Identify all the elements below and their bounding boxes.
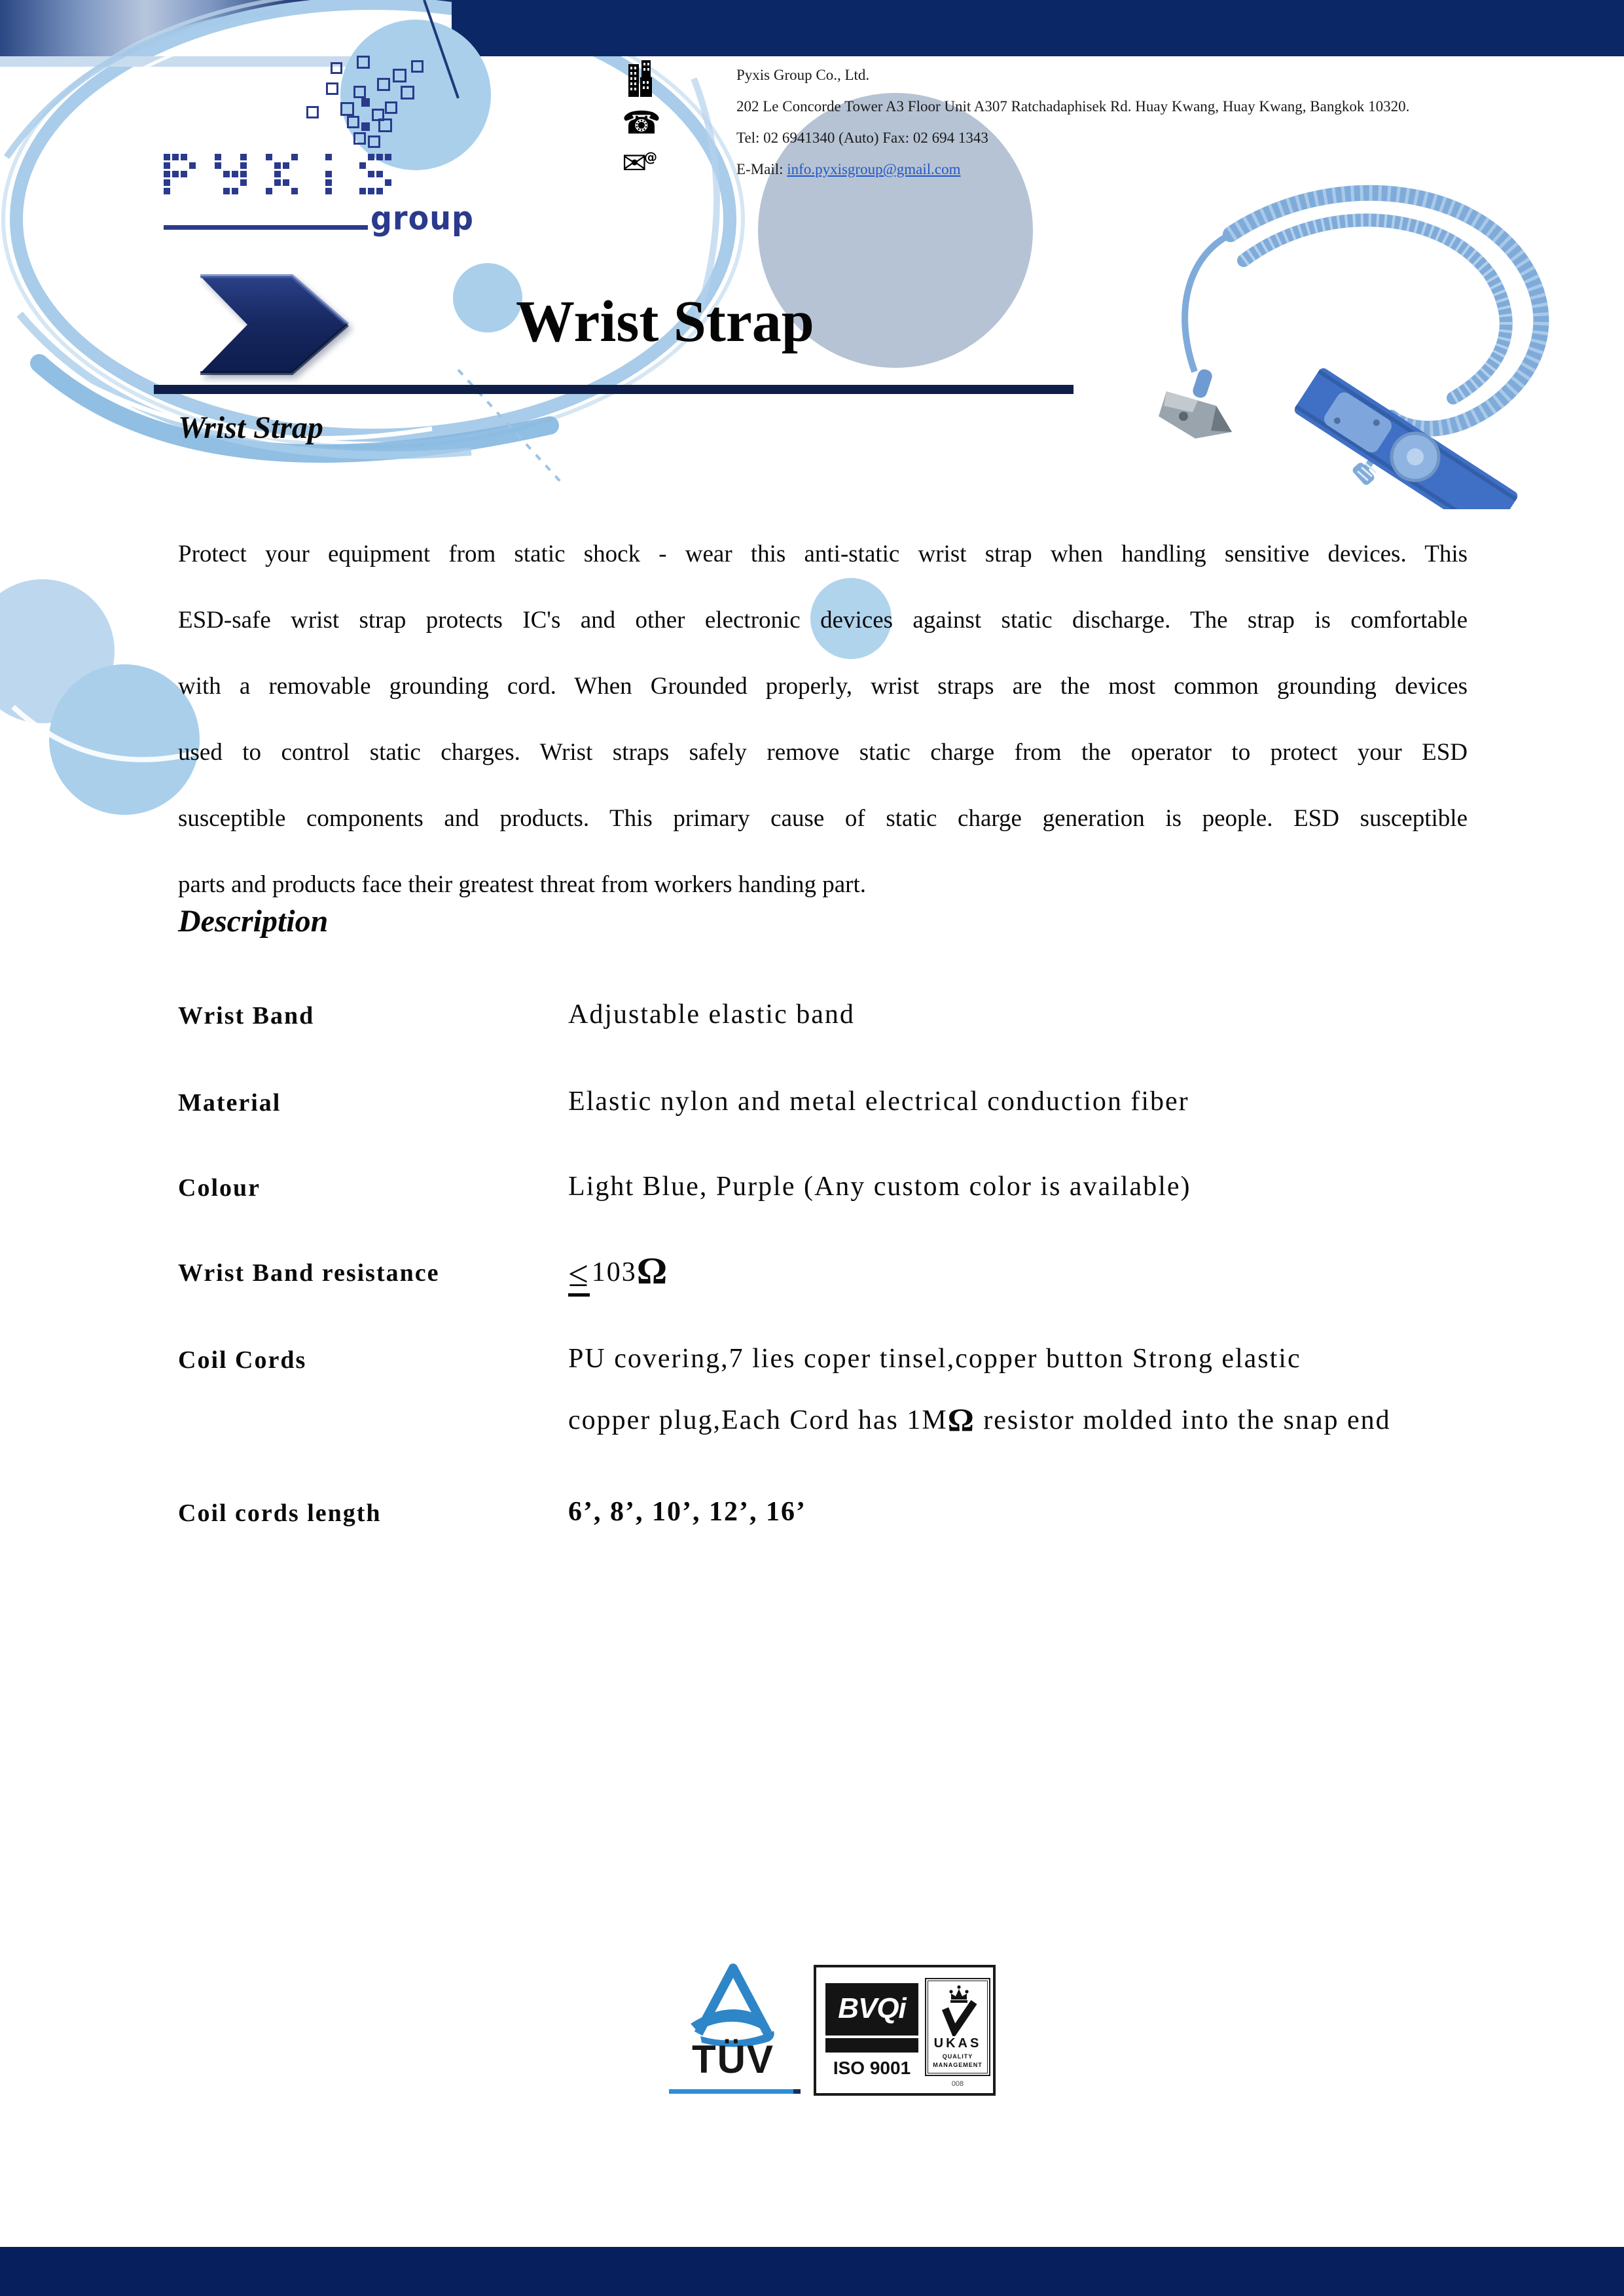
intro-heading: Wrist Strap (178, 410, 323, 445)
spec-value-coil-cords-2: copper plug,Each Cord has 1MΩ resistor molded into the snap end (568, 1401, 1391, 1438)
chevron-arrow (194, 271, 351, 377)
intro-paragraph (178, 521, 1468, 918)
alligator-clip (1159, 368, 1232, 439)
spec-value-colour: Light Blue, Purple (Any custom color is available) (568, 1172, 1191, 1202)
logo-underline (164, 225, 368, 230)
at-sign-icon: @ (644, 149, 657, 165)
email-link[interactable]: info.pyxisgroup@gmail.com (787, 161, 961, 177)
spec-value-resistance: ≤103Ω (568, 1249, 668, 1293)
spec-value-wrist-band: Adjustable elastic band (568, 999, 855, 1030)
tuv-logo-mark (664, 1960, 802, 2049)
company-name: Pyxis Group Co., Ltd. (736, 67, 870, 83)
ukas-quality-label: QUALITY (942, 2053, 973, 2060)
footer-band (0, 2247, 1624, 2296)
logo-group-text: group (370, 198, 474, 238)
bvqi-label: BVQi (825, 1983, 918, 2036)
intro-line: used to control static charges. Wrist straps safely remove static charge from the operator to protect your ESD (178, 739, 1468, 766)
omega-symbol: Ω (636, 1249, 669, 1292)
mail-icon: ✉ (622, 145, 647, 181)
wrist-strap-product-image (1132, 175, 1591, 509)
spec-label-wrist-band: Wrist Band (178, 1002, 315, 1030)
intro-line: parts and products face their greatest threat from workers handing part. (178, 871, 867, 898)
bvqi-ukas-logo (814, 1965, 996, 2096)
iso-9001-label: ISO 9001 (833, 2058, 911, 2078)
spec-value-cord-length: 6’, 8’, 10’, 12’, 16’ (568, 1497, 806, 1527)
blue-blob-title (453, 263, 522, 332)
spec-label-cord-length: Coil cords length (178, 1499, 382, 1527)
bvqi-bar (825, 2038, 918, 2053)
tuv-underline (669, 2089, 800, 2094)
phone-fax-line: Tel: 02 6941340 (Auto) Fax: 02 694 1343 (736, 130, 988, 146)
spec-label-coil-cords: Coil Cords (178, 1346, 307, 1374)
ukas-inner-border (928, 1981, 988, 2073)
pyxis-logo-wordmark (0, 0, 589, 262)
intro-line: with a removable grounding cord. When Grounded properly, wrist straps are the most common grounding devices (178, 673, 1468, 700)
phone-icon: ☎ (622, 105, 661, 141)
spec-label-colour: Colour (178, 1174, 261, 1202)
spec-value-coil-cords-1: PU covering,7 lies coper tinsel,copper button Strong elastic (568, 1344, 1301, 1374)
company-address: 202 Le Concorde Tower A3 Floor Unit A307 Ratchadaphisek Rd. Huay Kwang, Huay Kwang, Bangkok 10320. (736, 98, 1410, 115)
description-heading: Description (178, 904, 329, 939)
spec-label-material: Material (178, 1089, 281, 1117)
building-icon (627, 60, 653, 97)
tuv-underline-tip (793, 2089, 801, 2094)
ukas-label: UKAS (933, 2036, 982, 2051)
omega-symbol: Ω (947, 1401, 975, 1438)
spec-label-resistance: Wrist Band resistance (178, 1259, 440, 1287)
intro-line: Protect your equipment from static shock - wear this anti-static wrist strap when handling sensitive devices. This (178, 541, 1468, 567)
spec-value-material: Elastic nylon and metal electrical conduction fiber (568, 1086, 1189, 1117)
page-title: Wrist Strap (516, 289, 814, 354)
tuv-label: TÜV (692, 2037, 774, 2081)
intro-line: susceptible components and products. This primary cause of static charge generation is people. ESD susceptible (178, 805, 1468, 832)
less-equal-symbol: ≤ (568, 1258, 590, 1297)
title-rule (154, 385, 1074, 394)
crown-checkmark-icon (940, 1984, 978, 2036)
email-label: E-Mail: (736, 161, 784, 177)
ukas-management-label: MANAGEMENT (933, 2062, 983, 2068)
intro-line: ESD-safe wrist strap protects IC's and other electronic devices against static discharge. The strap is comfortable (178, 607, 1468, 634)
ukas-box (925, 1978, 990, 2076)
ukas-number: 008 (951, 2080, 964, 2088)
blue-blob-left-lower (49, 664, 200, 815)
